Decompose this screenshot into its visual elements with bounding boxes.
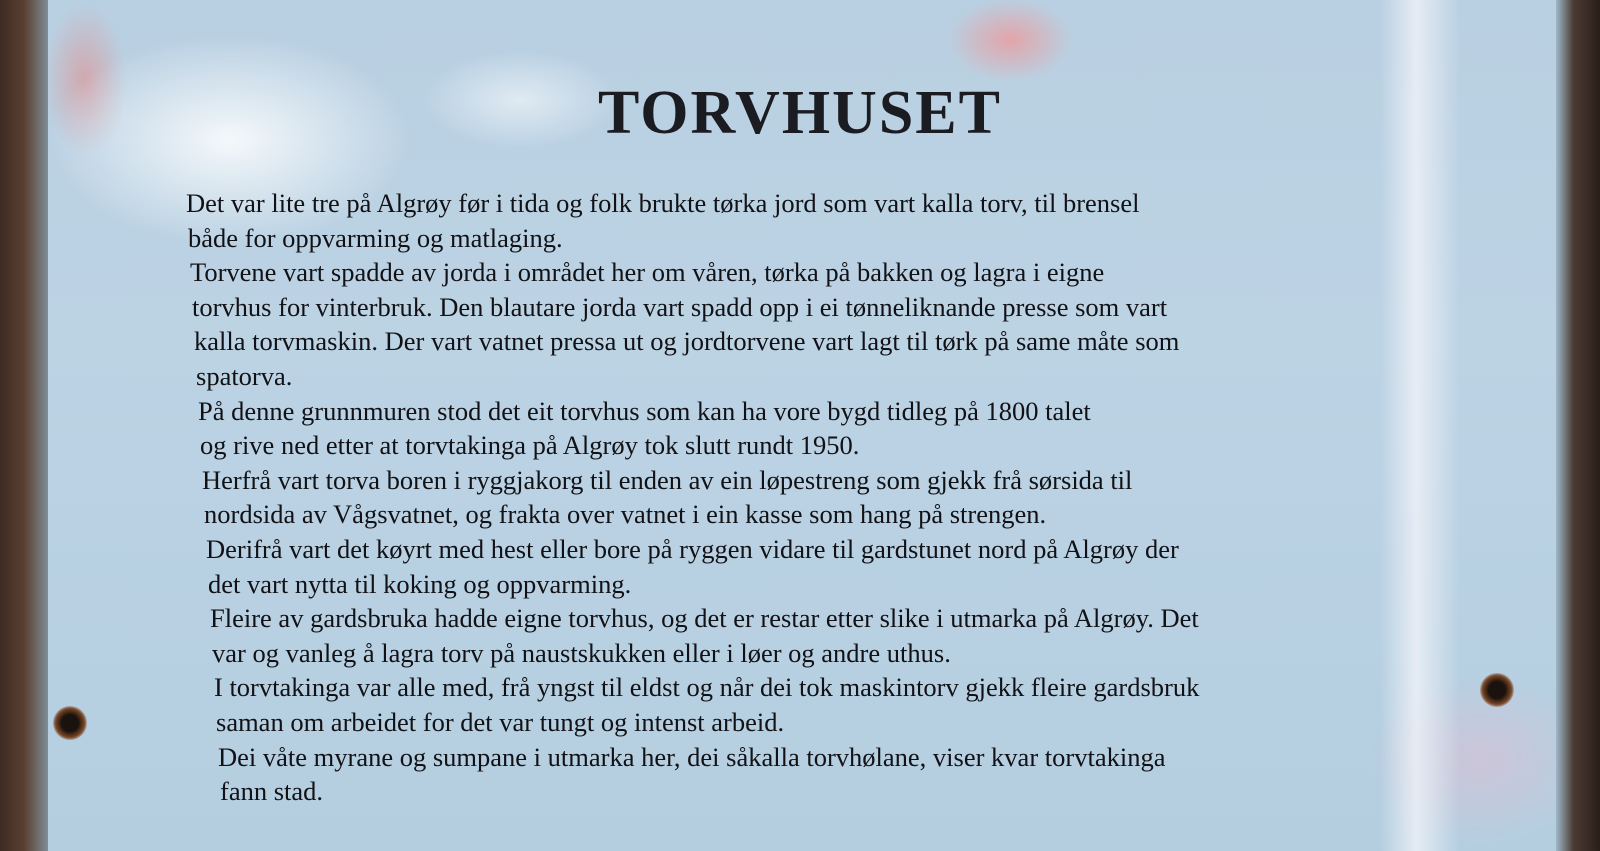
body-line: spatorva. xyxy=(196,360,293,391)
body-line: og rive ned etter at torvtakinga på Algrøy tok slutt rundt 1950. xyxy=(200,430,860,461)
body-line: Herfrå vart torva boren i ryggjakorg til enden av ein løpestreng som gjekk frå sørsida til xyxy=(202,464,1133,495)
body-line: saman om arbeidet for det var tungt og intenst arbeid. xyxy=(216,706,785,737)
sign-title: TORVHUSET xyxy=(597,79,1003,147)
body-line: Derifrå vart det køyrt med hest eller bore på ryggen vidare til gardstunet nord på Algrøy der xyxy=(206,533,1179,564)
body-line: kalla torvmaskin. Der vart vatnet pressa ut og jordtorvene vart lagt til tørk på same måte som xyxy=(194,326,1180,357)
body-line: Det var lite tre på Algrøy før i tida og folk brukte tørka jord som vart kalla torv, til brensel xyxy=(186,188,1140,218)
body-line: Fleire av gardsbruka hadde eigne torvhus, og det er restar etter slike i utmarka på Algrøy. Det xyxy=(210,603,1199,634)
body-line: torvhus for vinterbruk. Den blautare jorda vart spadd opp i ei tønneliknande presse som vart xyxy=(192,291,1168,322)
rusty-bolt-icon xyxy=(1480,673,1514,707)
rusty-bolt-icon xyxy=(53,706,87,740)
body-line: fann stad. xyxy=(220,776,324,807)
sign-body xyxy=(186,186,1410,809)
body-line: både for oppvarming og matlaging. xyxy=(188,222,563,253)
body-line: Torvene vart spadde av jorda i området her om våren, tørka på bakken og lagra i eigne xyxy=(190,257,1105,288)
body-line: I torvtakinga var alle med, frå yngst til eldst og når dei tok maskintorv gjekk fleire gardsbruk xyxy=(214,672,1200,703)
body-line: det vart nytta til koking og oppvarming. xyxy=(208,568,632,599)
body-line: nordsida av Vågsvatnet, og frakta over vatnet i ein kasse som hang på strengen. xyxy=(204,499,1047,530)
body-line: Dei våte myrane og sumpane i utmarka her, dei såkalla torvhølane, viser kvar torvtakinga xyxy=(218,741,1166,772)
body-line: var og vanleg å lagra torv på naustskukken eller i løer og andre uthus. xyxy=(212,637,951,668)
body-line: På denne grunnmuren stod det eit torvhus som kan ha vore bygd tidleg på 1800 talet xyxy=(198,395,1091,426)
